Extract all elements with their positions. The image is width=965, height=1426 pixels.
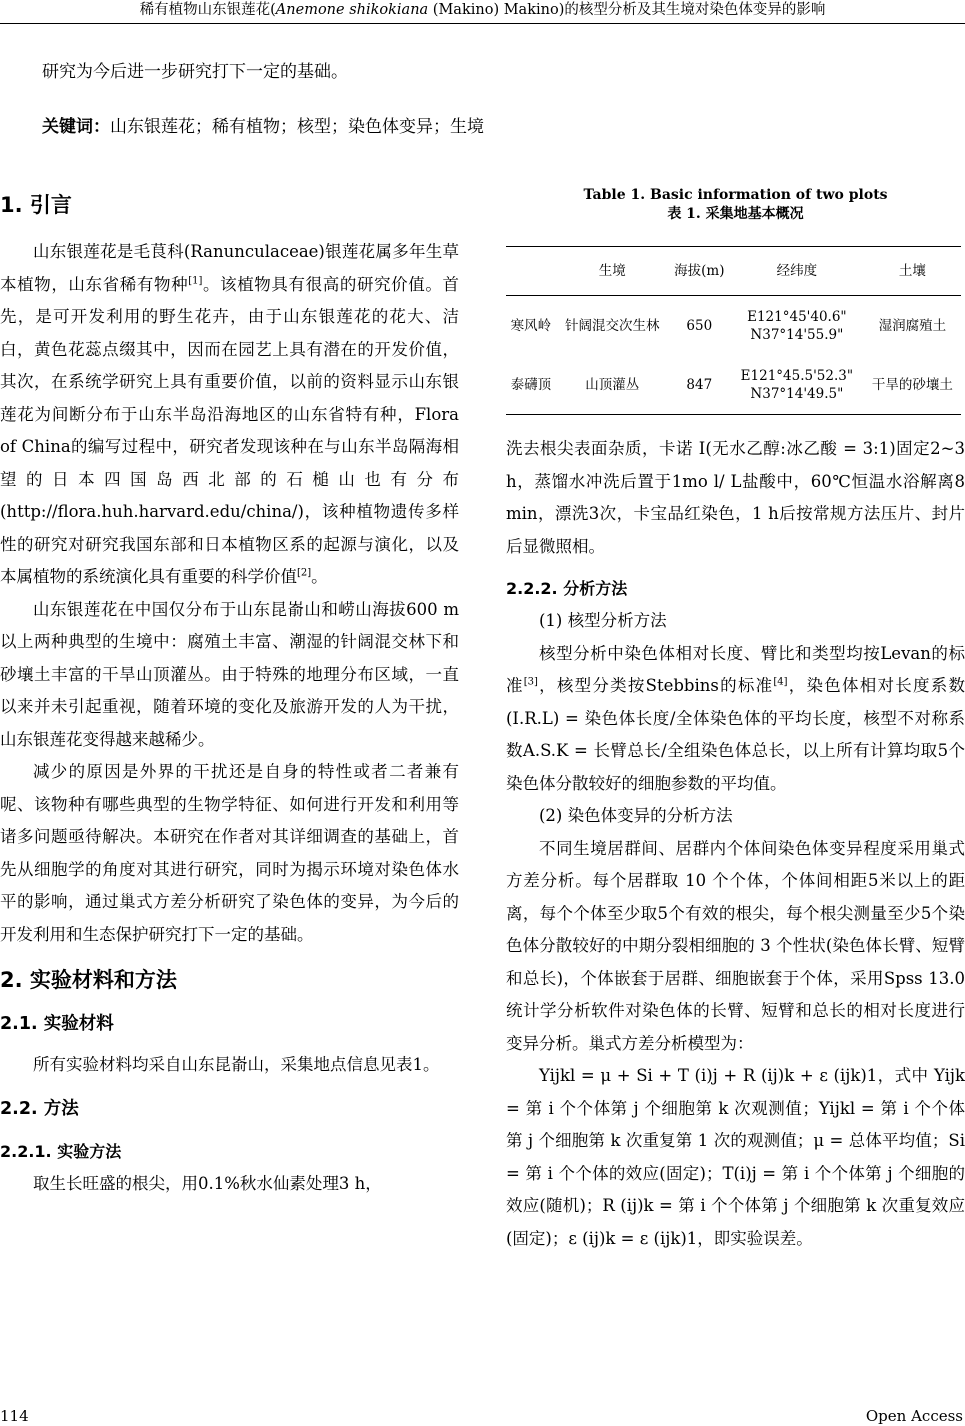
materials-paragraph: 所有实验材料均采自山东昆嵛山，采集地点信息见表1。 <box>33 1055 440 1074</box>
table-cell-habitat: 针阔混交次生林 <box>564 317 660 334</box>
species-name: Anemone shikokiana <box>275 2 429 18</box>
citation-1: [1] <box>188 275 203 286</box>
list-item-1: (1) 核型分析方法 <box>539 611 667 630</box>
table-cell-site: 寒风岭 <box>510 317 552 334</box>
table-row <box>506 355 961 415</box>
section-2-2-2-heading: 2.2.2. 分析方法 <box>506 579 628 598</box>
intro-paragraph-3: 减少的原因是外界的干扰还是自身的特性或者二者兼有呢、该物种有哪些典型的生物学特征、如何进行开发和利用等诸多问题亟待解决。本研究在作者对其详细调查的基础上，首先从细胞学的角度对其进行研究，同时为揭示环境对染色体水平的影响，通过巢式方差分析研究了染色体的变异，为今后的开发利用和生态保护研究打下一定的基础。 <box>0 762 459 944</box>
karyotype-paragraph: 核型分析中染色体相对长度、臂比和类型均按Levan的标准[3]，核型分类按Stebbins的标准[4]，染色体相对长度系数(I.R.L) = 染色体长度/全体染色体的平均长度，核型不对称系数A.S.K = 长臂总长/全组染色体总长，以上所有计算均取5个染色体分散较好的细胞参数的平均值。 <box>506 643 965 793</box>
table-cell-altitude: 847 <box>669 355 730 415</box>
intro-paragraph-1: 山东银莲花是毛茛科(Ranunculaceae)银莲花属多年生草本植物，山东省稀有物种[1]。该植物具有很高的研究价值。首先，是可开发利用的野生花卉，由于山东银莲花的花大、洁白，黄色花蕊点缀其中，因而在园艺上具有潜在的开发价值，其次，在系统学研究上具有重要价值，以前的资料显示山东银莲花为间断分布于山东半岛沿海地区的山东省特有种，Flora of China的编写过程中，研究者发现该种在与山东半岛隔海相望的日本四国岛西北部的石槌山也有分布(http://flora.huh.harvard.edu/china/)，该种植物遗传多样性的研究对研究我国东部和日本植物区系的起源与演化，以及本属植物的系统演化具有重要的科学价值[2]。 <box>0 242 460 586</box>
left-column <box>0 186 459 1200</box>
table-cell-habitat: 山顶灌丛 <box>556 355 669 415</box>
table-cell-site: 泰礴顶 <box>506 355 556 415</box>
page-number: 114 <box>0 1407 29 1425</box>
table-cell-coords: E121°45.5'52.3" N37°14'49.5" <box>730 355 864 415</box>
keywords-text: 山东银莲花；稀有植物；核型；染色体变异；生境 <box>110 117 484 137</box>
section-1-heading: 1. 引言 <box>0 193 72 217</box>
citation-4: [4] <box>773 676 788 688</box>
table-header-cell: 经纬度 <box>730 247 864 296</box>
table-cell-coords: E121°45'40.6" N37°14'55.9" <box>747 308 847 343</box>
intro-paragraph-2: 山东银莲花在中国仅分布于山东昆嵛山和崂山海拔600 m以上两种典型的生境中：腐殖土丰富、潮湿的针阔混交林下和砂壤土丰富的干旱山顶灌丛。由于特殊的地理分布区域，一直以来并未引起重视，随着环境的变化及旅游开发的人为干扰，山东银莲花变得越来越稀少。 <box>0 599 459 749</box>
list-item-2: (2) 染色体变异的分析方法 <box>539 806 733 825</box>
running-head: 稀有植物山东银莲花(Anemone shikokiana (Makino) Makino)的核型分析及其生境对染色体变异的影响 <box>0 0 965 24</box>
table-cell-soil: 干旱的砂壤土 <box>864 355 961 415</box>
abstract-tail: 研究为今后进一步研究打下一定的基础。 <box>42 62 348 82</box>
plot-info-table <box>506 246 961 415</box>
table-header-cell: 海拔(m) <box>669 247 730 296</box>
section-2-2-heading: 2.2. 方法 <box>0 1098 79 1119</box>
section-2-2-1-heading: 2.2.1. 实验方法 <box>0 1141 122 1161</box>
table-cell-altitude: 650 <box>686 317 713 334</box>
table-row <box>506 296 961 356</box>
table-caption-en: Table 1. Basic information of two plots <box>583 187 888 203</box>
table-header-cell: 土壤 <box>864 247 961 296</box>
model-equation-paragraph: Yijkl = μ + Si + T (i)j + R (ij)k + ε (ijk)1，式中 Yijk = 第 i 个个体第 j 个细胞第 k 次观测值；Yijkl = 第 i 个个体第 j 个细胞第 k 次重复第 1 次的观测值；μ = 总体平均值；Si = 第 i 个个体的效应(固定)；T(i)j = 第 i 个个体第 j 个细胞的效应(随机)；R (ij)k = 第 i 个个体第 j 个细胞第 k 次重复效应(固定)；ε (ij)k = ε (ijk)1，即实验误差。 <box>506 1066 965 1248</box>
methods-paragraph-continued: 洗去根尖表面杂质，卡诺 I(无水乙醇:冰乙酸 = 3:1)固定2~3 h，蒸馏水冲洗后置于1mo l/ L盐酸中，60℃恒温水浴解离8 min，漂洗3次，卡宝品红染色，1 h后按常规方法压片、封片后显微照相。 <box>506 439 965 556</box>
keywords <box>42 115 922 139</box>
citation-3: [3] <box>523 676 538 688</box>
table-header-cell <box>506 247 556 296</box>
table-header-row <box>506 247 961 296</box>
right-column <box>506 186 965 1255</box>
publisher-label: Open Access <box>865 1407 963 1425</box>
table-cell-soil: 湿润腐殖土 <box>878 317 947 334</box>
table-caption-zh: 表 1. 采集地基本概况 <box>667 206 804 222</box>
keywords-label: 关键词： <box>42 117 110 137</box>
citation-2: [2] <box>297 567 312 579</box>
section-2-heading: 2. 实验材料和方法 <box>0 968 177 992</box>
section-2-1-heading: 2.1. 实验材料 <box>0 1014 114 1034</box>
methods-paragraph-start: 取生长旺盛的根尖，用0.1%秋水仙素处理3 h， <box>33 1173 382 1193</box>
table-header-cell: 生境 <box>556 247 669 296</box>
variation-paragraph: 不同生境居群间、居群内个体间染色体变异程度采用巢式方差分析。每个居群取 10 个个体，个体间相距5米以上的距离，每个个体至少取5个有效的根尖，每个根尖测量至少5个染色体分散较好的中期分裂相细胞的 3 个性状(染色体长臂、短臂和总长)，个体嵌套于居群、细胞嵌套于个体，采用Spss 13.0统计学分析软件对染色体的长臂、短臂和总长的相对长度进行变异分析。巢式方差分析模型为： <box>506 838 965 1053</box>
